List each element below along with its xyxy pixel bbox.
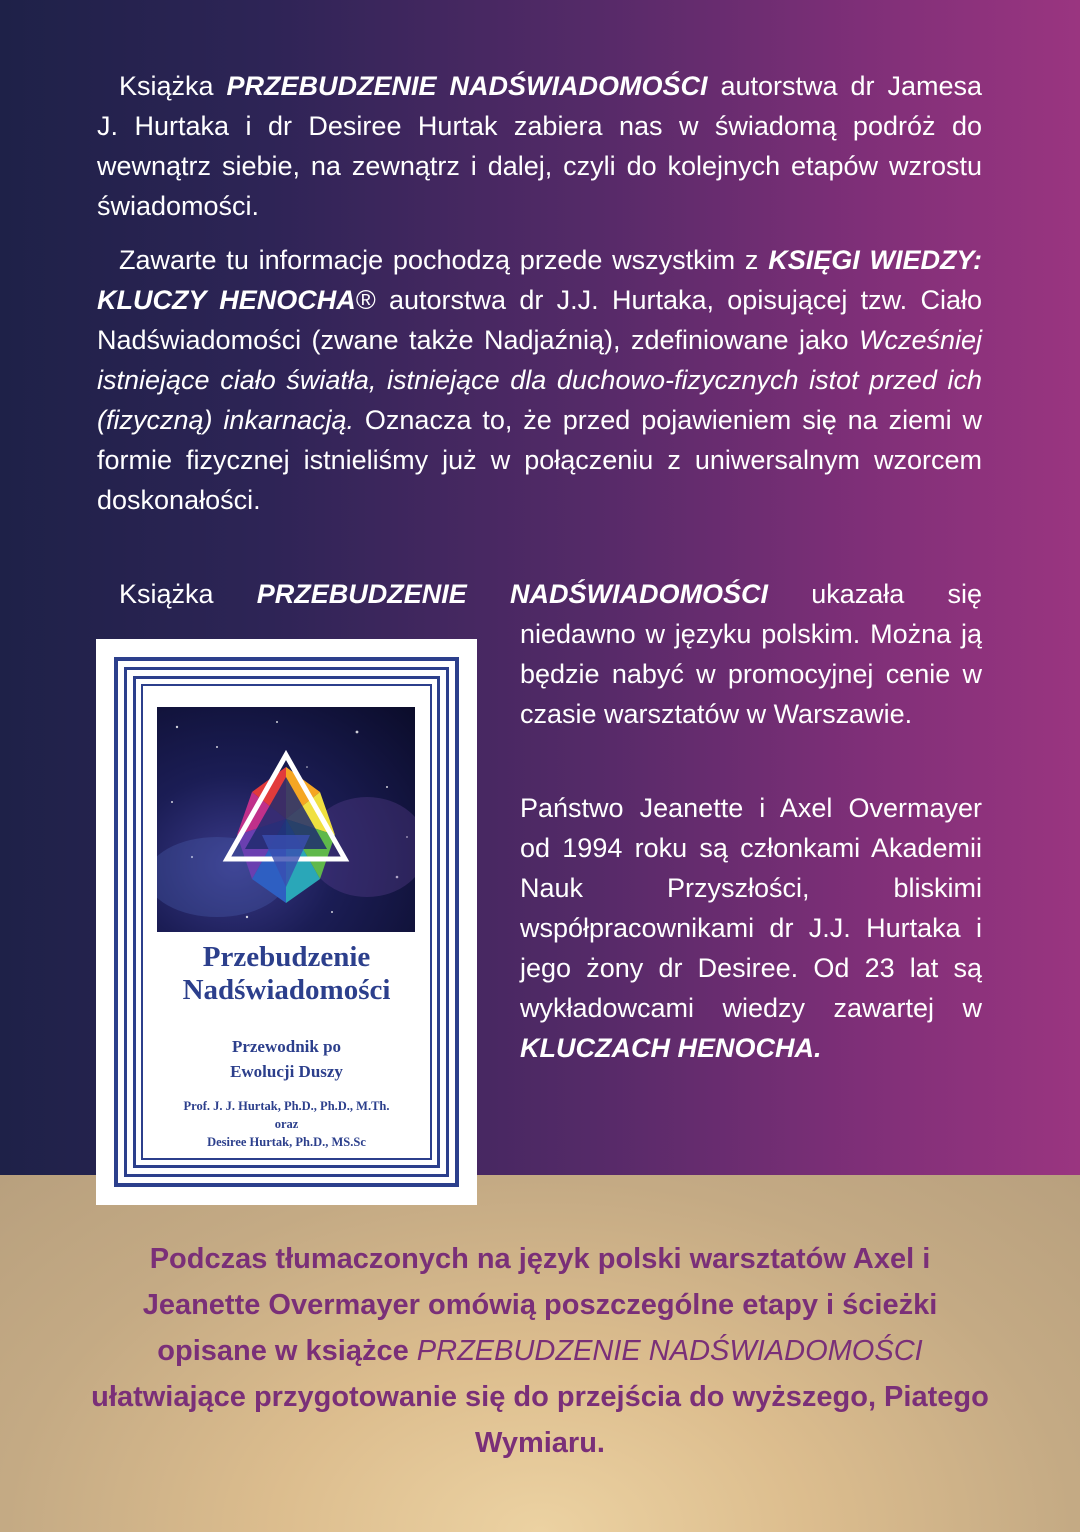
- cover-title: Przebudzenie Nadświadomości: [182, 941, 391, 1006]
- book-title: PRZEBUDZENIE NADŚWIADOMOŚCI: [256, 579, 768, 609]
- book-title: PRZEBUDZENIE NADŚWIADOMOŚCI: [416, 1335, 923, 1367]
- book-title: PRZEBUDZENIE NADŚWIADOMOŚCI: [226, 71, 708, 101]
- cover-subtitle: Przewodnik po Ewolucji Duszy: [230, 1037, 343, 1081]
- cover-artwork: [157, 707, 415, 932]
- cover-authors: Prof. J. J. Hurtak, Ph.D., Ph.D., M.Th. oraz Desiree Hurtak, Ph.D., MS.Sc: [183, 1099, 390, 1149]
- keys-of-enoch-title: KSIĘGI WIEDZY: KLUCZY HENOCHA: [97, 245, 982, 315]
- availability-paragraph: niedawno w języku polskim. Można ją będzie nabyć w promocyjnej cenie w czasie warsztatów w Warszawie.: [520, 619, 982, 729]
- availability-paragraph-first-line: Książka PRZEBUDZENIE NADŚWIADOMOŚCI ukazała się: [119, 579, 982, 609]
- authors-paragraph: Państwo Jeanette i Axel Overmayer od 1994 roku są członkami Akademii Nauk Przyszłości, bliskimi współpracownikami dr J.J. Hurtaka i jego żony dr Desiree. Od 23 lat są wykładowcami wiedzy zawartej w KLUCZACH HENOCHA.: [520, 793, 982, 1063]
- book-cover-image: [96, 639, 477, 1205]
- keys-of-enoch-reference: KLUCZACH HENOCHA.: [520, 1033, 822, 1063]
- merkaba-star-icon: [157, 707, 415, 932]
- intro-paragraph: Książka PRZEBUDZENIE NADŚWIADOMOŚCI autorstwa dr Jamesa J. Hurtaka i dr Desiree Hurtak zabiera nas w świadomą podróż do wewnątrz siebie, na zewnątrz i dalej, czyli do kolejnych etapów wzrostu świadomości.: [97, 71, 983, 221]
- source-paragraph: Zawarte tu informacje pochodzą przede wszystkim z KSIĘGI WIEDZY: KLUCZY HENOCHA® autorstwa dr J.J. Hurtaka, opisującej tzw. Ciało Nadświadomości (zwane także Nadjaźnią), zdefiniowane jako Wcześniej istniejące ciało światła, istniejące dla duchowo-fizycznych istot przed ich (fizyczną) inkarnacją. Oznacza to, że przed pojawieniem się na ziemi w formie fizycznej istnieliśmy już w połączeniu z uniwersalnym wzorcem doskonałości.: [97, 245, 982, 515]
- workshop-announcement: Podczas tłumaczonych na język polski warsztatów Axel i Jeanette Overmayer omówią poszczególne etapy i ścieżki opisane w książce PRZEBUDZENIE NADŚWIADOMOŚCI ułatwiające przygotowanie się do przejścia do wyższego, Piatego Wymiaru.: [91, 1243, 989, 1459]
- definition-quote: Wcześniej istniejące ciało światła, istniejące dla duchowo-fizycznych istot przed ich (fizyczną) inkarnacją.: [97, 325, 982, 435]
